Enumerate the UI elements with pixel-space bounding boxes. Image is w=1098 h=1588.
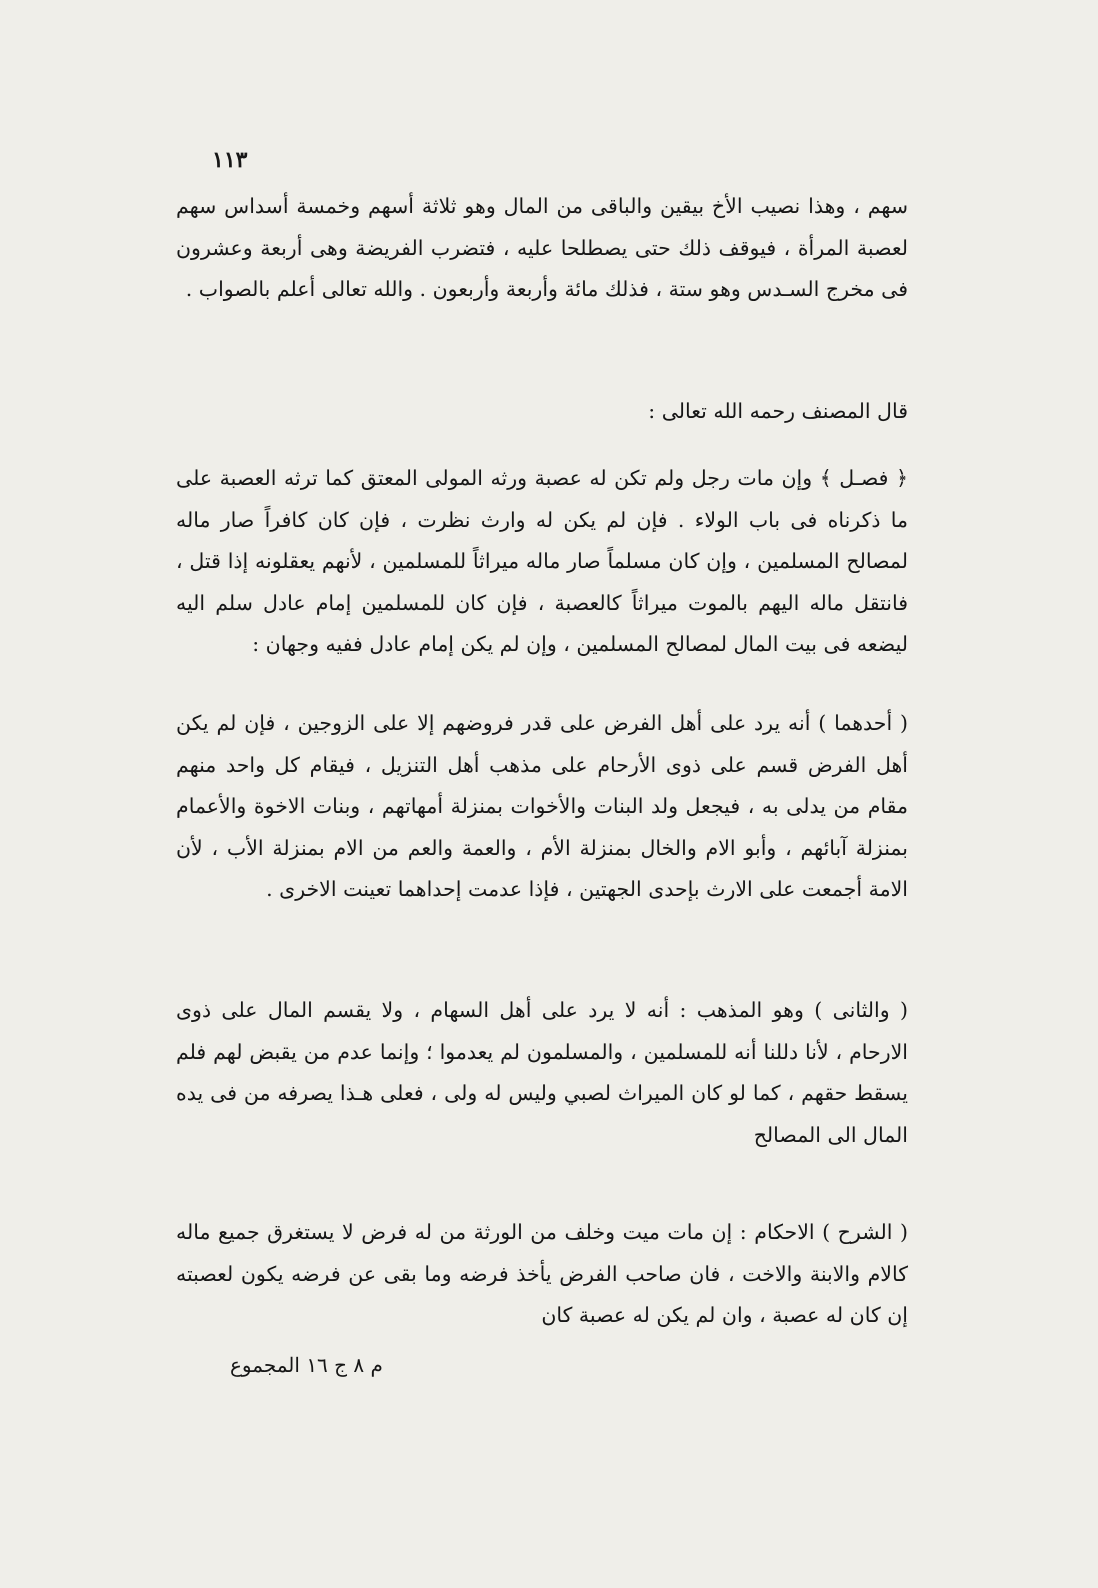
- page-footer: م ٨ ج ١٦ المجموع: [230, 1353, 383, 1377]
- paragraph-text: ( الشرح ) الاحكام : إن مات ميت وخلف من الورثة من له فرض لا يستغرق جميع ماله كالام والابنة والاخت ، فان صاحب الفرض يأخذ فرضه وما بقى عن فرضه يكون لعصبته إن كان له عصبة ، وان لم يكن له عصبة كان: [176, 1220, 908, 1327]
- paragraph-first-view: [176, 703, 908, 911]
- paragraph-second-view: [176, 990, 908, 1156]
- paragraph-text: سهم ، وهذا نصيب الأخ بيقين والباقى من المال وهو ثلاثة أسهم وخمسة أسداس سهم لعصبة المرأة ، فيوقف ذلك حتى يصطلحا عليه ، فتضرب الفريضة وهى أربعة وعشرون فى مخرج السـدس وهو ستة ، فذلك مائة وأربعة وأربعون . والله تعالى أعلم بالصواب .: [176, 194, 908, 301]
- section-heading: قال المصنف رحمه الله تعالى :: [648, 399, 908, 423]
- paragraph-text: ( والثانى ) وهو المذهب : أنه لا يرد على أهل السهام ، ولا يقسم المال على ذوى الارحام ، لأنا دللنا أنه للمسلمين ، والمسلمون لم يعدموا ؛ وإنما عدم من يقبض لهم فلم يسقط حقهم ، كما لو كان الميراث لصبي وليس له ولى ، فعلى هـذا يصرفه من فى يده المال الى المصالح: [176, 998, 908, 1147]
- paragraph-intro: [176, 186, 908, 311]
- paragraph-text: ﴿ فصـل ﴾ وإن مات رجل ولم تكن له عصبة ورثه المولى المعتق كما ترثه العصبة على ما ذكرناه فى باب الولاء . فإن لم يكن له وارث نظرت ، فإن كان كافراً صار ماله لمصالح المسلمين ، وإن كان مسلماً صار ماله ميراثاً للمسلمين ، لأنهم يعقلونه إذا قتل ، فانتقل ماله اليهم بالموت ميراثاً كالعصبة ، فإن كان للمسلمين إمام عادل سلم اليه ليضعه فى بيت المال لمصالح المسلمين ، وإن لم يكن إمام عادل ففيه وجهان :: [176, 466, 908, 656]
- paragraph-fasl: [176, 458, 908, 666]
- paragraph-text: ( أحدهما ) أنه يرد على أهل الفرض على قدر فروضهم إلا على الزوجين ، فإن لم يكن أهل الفرض قسم على ذوى الأرحام على مذهب أهل التنزيل ، فيقام كل واحد منهم مقام من يدلى به ، فيجعل ولد البنات والأخوات بمنزلة أمهاتهم ، وبنات الاخوة والأعمام بمنزلة آبائهم ، وأبو الام والخال بمنزلة الأم ، والعمة والعم من الام بمنزلة الأب ، لأن الامة أجمعت على الارث بإحدى الجهتين ، فإذا عدمت إحداهما تعينت الاخرى .: [176, 711, 908, 901]
- paragraph-commentary: [176, 1212, 908, 1337]
- page-number: ١١٣: [212, 147, 248, 173]
